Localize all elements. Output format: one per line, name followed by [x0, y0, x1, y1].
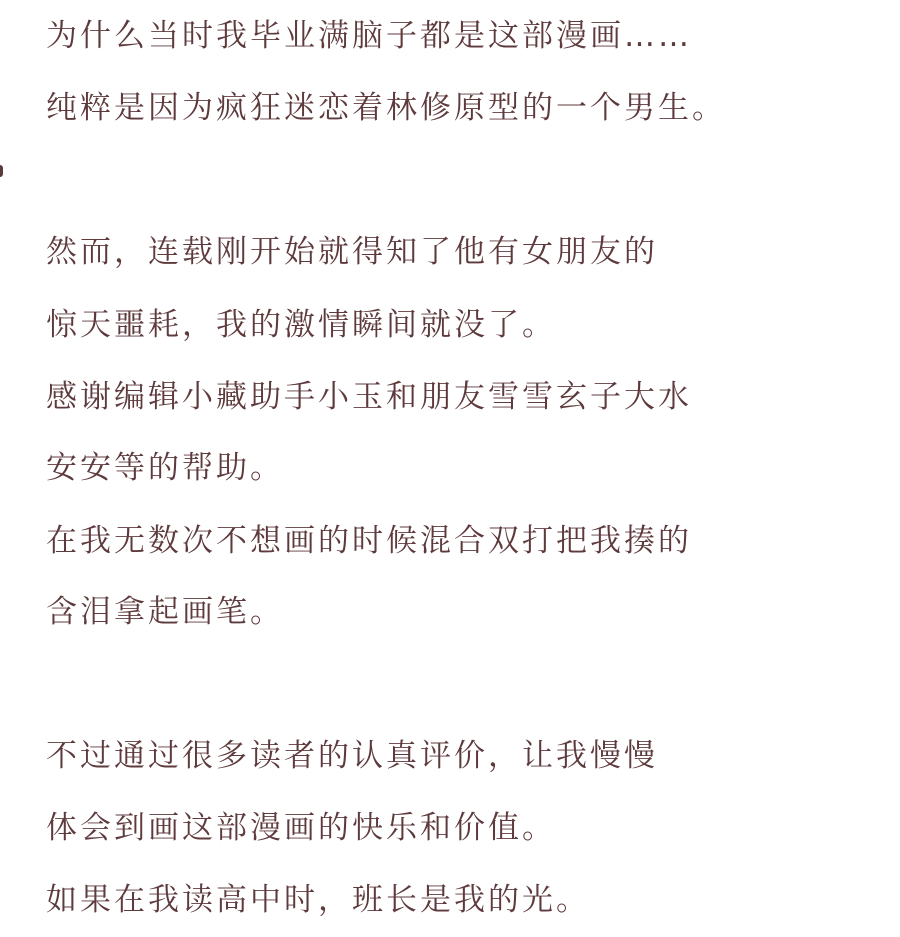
text-line: 体会到画这部漫画的快乐和价值。: [46, 810, 556, 846]
text-line: 惊天噩耗，我的激情瞬间就没了。: [46, 307, 556, 343]
text-line: 不过通过很多读者的认真评价，让我慢慢: [46, 738, 658, 774]
text-line: 如果在我读高中时，班长是我的光。: [46, 882, 590, 918]
text-line: 然而，连载刚开始就得知了他有女朋友的: [46, 234, 658, 270]
text-line: 在我无数次不想画的时候混合双打把我揍的: [46, 523, 692, 559]
text-line: 安安等的帮助。: [46, 450, 284, 486]
text-line: 含泪拿起画笔。: [46, 594, 284, 630]
left-edge-mark: [0, 165, 3, 177]
text-line: 感谢编辑小藏助手小玉和朋友雪雪玄子大水: [46, 379, 692, 415]
text-line: 为什么当时我毕业满脑子都是这部漫画……: [46, 18, 692, 54]
text-line: 纯粹是因为疯狂迷恋着林修原型的一个男生。: [46, 90, 726, 126]
